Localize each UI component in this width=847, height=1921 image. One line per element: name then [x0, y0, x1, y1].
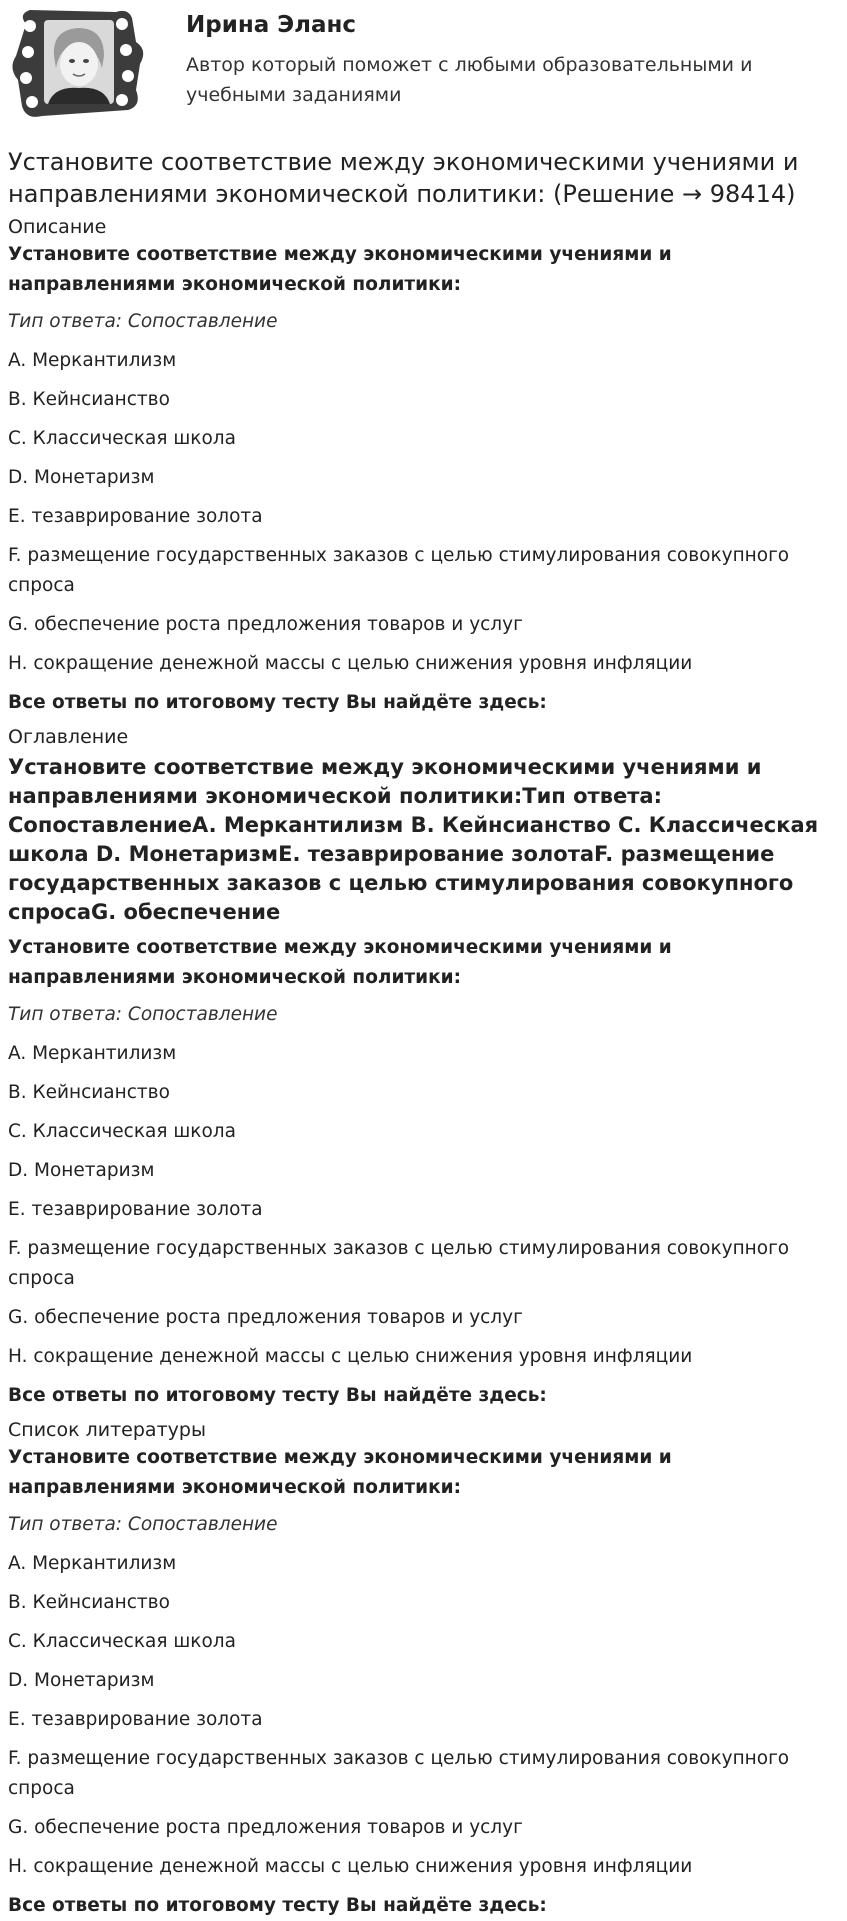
- author-avatar[interactable]: [8, 6, 154, 122]
- answer-type: Тип ответа: Сопоставление: [8, 1514, 278, 1535]
- page-title: Установите соответствие между экономическими учениями и направлениями экономической политики: (Решение → 98414): [8, 148, 799, 208]
- option-g: G. обеспечение роста предложения товаров и услуг: [8, 1307, 523, 1328]
- option-h: H. сокращение денежной массы с целью снижения уровня инфляции: [8, 1346, 693, 1367]
- description-section-label: Описание: [8, 216, 107, 238]
- all-answers-text: Все ответы по итоговому тесту Вы найдёте здесь:: [8, 692, 547, 713]
- option-f: F. размещение государственных заказов с целью стимулирования совокупного спроса: [8, 545, 790, 596]
- question-text: Установите соответствие между экономическими учениями и направлениями экономической политики:: [8, 244, 672, 295]
- option-a: A. Меркантилизм: [8, 1043, 177, 1064]
- option-g: G. обеспечение роста предложения товаров и услуг: [8, 1817, 523, 1838]
- option-d: D. Монетаризм: [8, 1670, 155, 1691]
- option-e: E. тезаврирование золота: [8, 506, 263, 527]
- answer-type: Тип ответа: Сопоставление: [8, 1004, 278, 1025]
- option-f: F. размещение государственных заказов с целью стимулирования совокупного спроса: [8, 1238, 790, 1289]
- option-a: A. Меркантилизм: [8, 1553, 177, 1574]
- option-h: H. сокращение денежной массы с целью снижения уровня инфляции: [8, 1856, 693, 1877]
- answer-type: Тип ответа: Сопоставление: [8, 311, 278, 332]
- toc-text: Установите соответствие между экономическими учениями и направлениями экономической политики:Тип ответа: СопоставлениеA. Меркантилизм B. Кейнсианство C. Классическая школа D. МонетаризмE. тезаврирование золотаF. размещение государственных заказов с целью стимулирования совокупного спросаG. обеспечение: [8, 755, 819, 924]
- all-answers-text: Все ответы по итоговому тесту Вы найдёте здесь:: [8, 1385, 547, 1406]
- option-e: E. тезаврирование золота: [8, 1199, 263, 1220]
- literature-section-label: Список литературы: [8, 1419, 206, 1441]
- option-c: C. Классическая школа: [8, 1121, 236, 1142]
- option-h: H. сокращение денежной массы с целью снижения уровня инфляции: [8, 653, 693, 674]
- option-c: C. Классическая школа: [8, 1631, 236, 1652]
- film-strip-avatar-icon: [8, 6, 154, 122]
- option-f: F. размещение государственных заказов с целью стимулирования совокупного спроса: [8, 1748, 790, 1799]
- option-d: D. Монетаризм: [8, 1160, 155, 1181]
- option-g: G. обеспечение роста предложения товаров и услуг: [8, 614, 523, 635]
- author-card: [8, 6, 838, 126]
- option-b: B. Кейнсианство: [8, 1082, 170, 1103]
- option-a: A. Меркантилизм: [8, 350, 177, 371]
- option-c: C. Классическая школа: [8, 428, 236, 449]
- option-d: D. Монетаризм: [8, 467, 155, 488]
- all-answers-text: Все ответы по итоговому тесту Вы найдёте здесь:: [8, 1895, 547, 1916]
- option-b: B. Кейнсианство: [8, 1592, 170, 1613]
- question-text: Установите соответствие между экономическими учениями и направлениями экономической политики:: [8, 937, 672, 988]
- toc-section-label: Оглавление: [8, 726, 129, 748]
- option-e: E. тезаврирование золота: [8, 1709, 263, 1730]
- question-text: Установите соответствие между экономическими учениями и направлениями экономической политики:: [8, 1447, 672, 1498]
- option-b: B. Кейнсианство: [8, 389, 170, 410]
- author-description: Автор который поможет с любыми образовательными и учебными заданиями: [186, 54, 753, 106]
- author-name[interactable]: Ирина Эланс: [186, 12, 357, 38]
- main-content: [8, 146, 843, 1921]
